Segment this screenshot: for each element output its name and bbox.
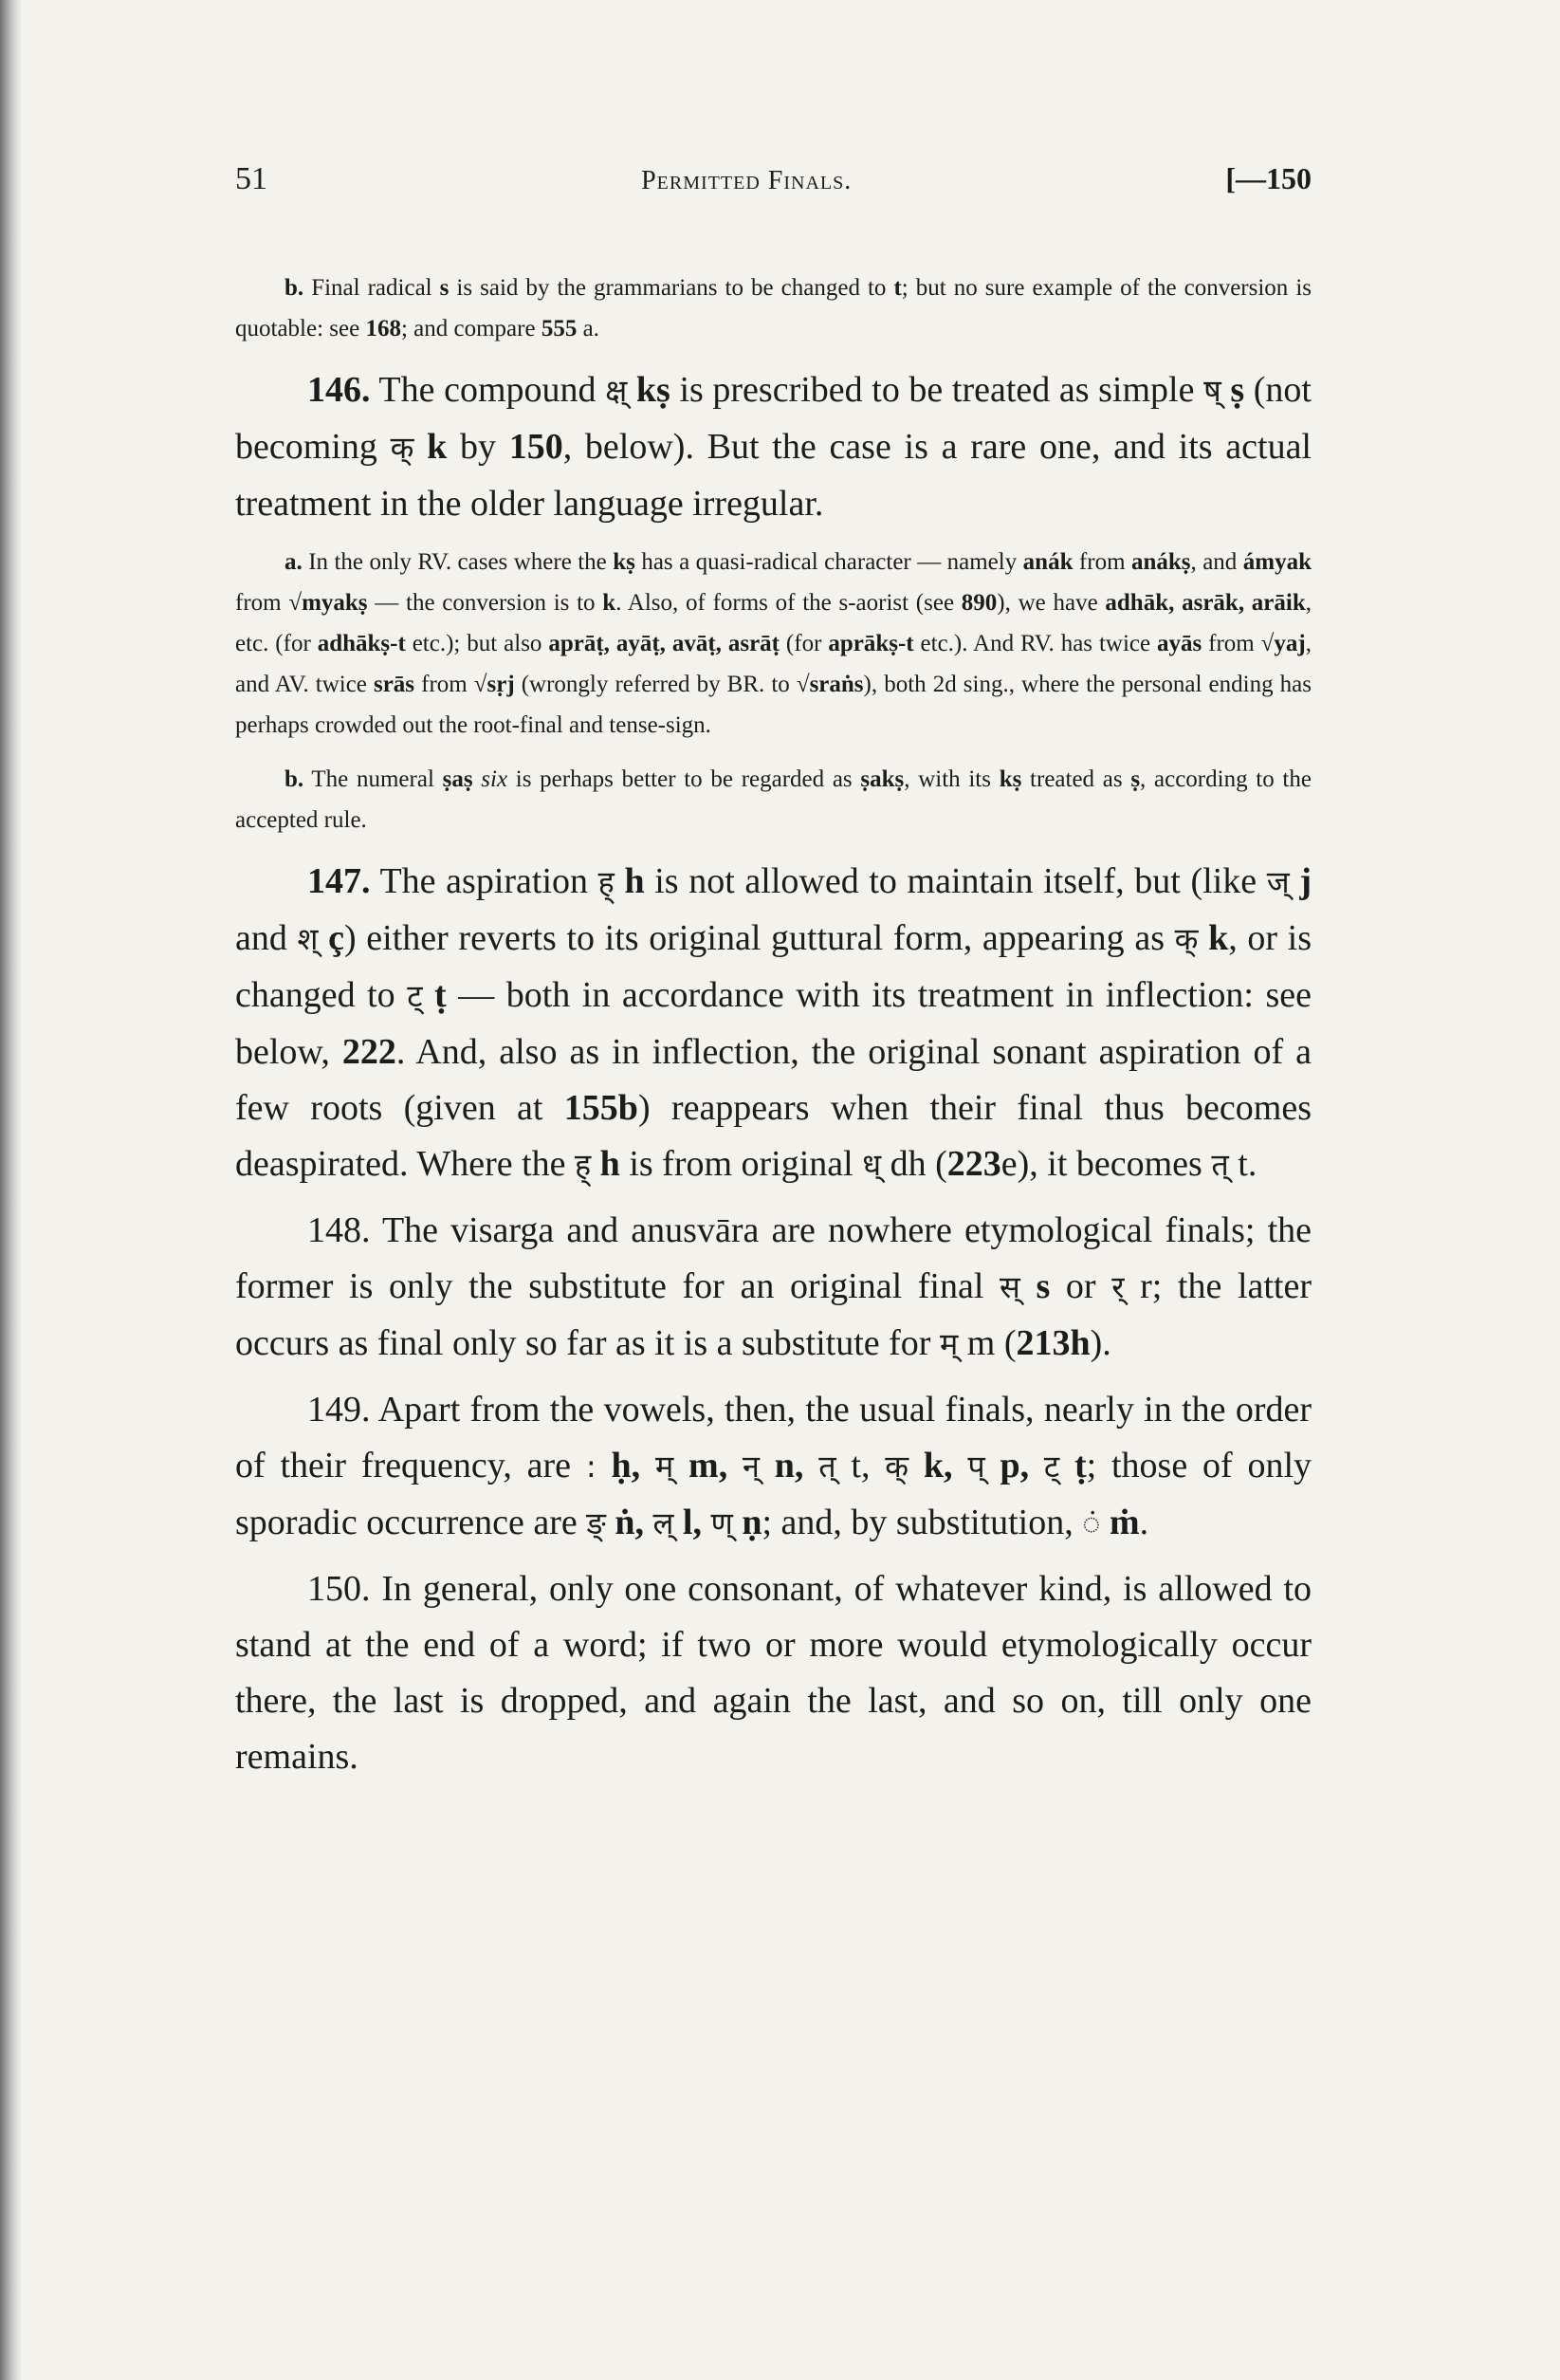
text-run: (not becoming (235, 370, 1312, 467)
translit-term: h (614, 861, 645, 901)
text-run: e), it becomes (1000, 1144, 1212, 1184)
text-run: — the conversion is to (367, 590, 603, 616)
translit-term: t (893, 275, 902, 301)
text-run: The numeral (303, 766, 443, 792)
devanagari-glyph: क् (885, 1448, 909, 1485)
text-run: ; but no sure example of the conversion is quotable: see (235, 275, 1312, 341)
text-run: treated as (1021, 766, 1131, 792)
translit-term: kṣ (627, 370, 670, 410)
text-run: ) either reverts to its original guttural form, appearing as (344, 918, 1175, 958)
translit-term: s (1019, 1266, 1051, 1306)
translit-term: ṭ (422, 975, 447, 1015)
translit-term: p, (984, 1446, 1044, 1485)
paragraph-146b (235, 759, 1312, 840)
translit-term: t (1228, 1144, 1248, 1184)
section-reference: [—150 (1225, 161, 1312, 195)
translit-term: ç (318, 918, 344, 958)
paragraph-148 (235, 1203, 1312, 1373)
translit-term: ayās (1157, 631, 1202, 656)
subsection-label: a. (284, 549, 303, 575)
devanagari-glyph: ह् (575, 1147, 592, 1183)
translit-term: l, (673, 1503, 711, 1542)
translit-term: j (1289, 861, 1312, 901)
translit-term: kṣ (613, 549, 635, 575)
translit-term: anák (1022, 549, 1074, 575)
translit-term: h (591, 1144, 620, 1184)
text-run: ), both 2d sing., where the personal ending has perhaps crowded out the root-final and tense-sign. (235, 672, 1312, 738)
cross-reference: 155b (563, 1088, 638, 1128)
cross-reference: 223 (946, 1144, 1001, 1184)
devanagari-glyph: श् (297, 921, 319, 957)
text-run: In general, only one consonant, of whatever kind, is allowed to stand at the end of a word; if two or more would etymologically occur there, the last is dropped, and again the last, and so on, till only one remains. (235, 1569, 1312, 1777)
devanagari-glyph: ट् (407, 978, 423, 1014)
text-run: has a quasi-radical character — namely (634, 549, 1023, 575)
text-run: The aspiration (370, 861, 598, 901)
translit-term: m, (673, 1446, 743, 1485)
text-run: Apart from the vowels, then, the usual finals, nearly in the order of their frequency, are (235, 1390, 1312, 1485)
translit-term: r (1124, 1266, 1152, 1306)
text-run: . And, also as in inflection, the original sonant aspiration of a few roots (given at (235, 1032, 1312, 1128)
cross-reference: 168 (365, 316, 401, 341)
text-run: ) reappears when their final thus becomes deaspirated. Where the (235, 1088, 1312, 1184)
text-run: , etc. (for (235, 590, 1312, 656)
devanagari-glyph: म् (939, 1326, 959, 1362)
devanagari-glyph: ध् (862, 1147, 882, 1183)
text-run: etc.). And RV. has twice (913, 631, 1157, 656)
cross-reference: 555 (541, 316, 578, 341)
text-run: is from original (619, 1144, 863, 1184)
translit-term: dh (881, 1144, 927, 1184)
translit-term: aprākṣ-t (828, 631, 914, 656)
devanagari-glyph: ह् (597, 864, 615, 900)
page-number: 51 (235, 161, 267, 196)
devanagari-glyph: म् (654, 1448, 674, 1485)
translit-term: √sraṅs (796, 672, 864, 697)
translit-term: ṅ, (605, 1503, 653, 1542)
devanagari-glyph: त् (1211, 1147, 1229, 1183)
devanagari-glyph: र् (1111, 1269, 1125, 1305)
cross-reference: 222 (341, 1032, 396, 1072)
text-run: ), we have (997, 590, 1106, 616)
running-title: Permitted Finals. (641, 166, 853, 195)
text-run: etc.); but also (405, 631, 549, 656)
gloss: six (472, 766, 508, 792)
cross-reference: 213h (1016, 1323, 1091, 1363)
translit-term: adhāk, asrāk, arāik (1105, 590, 1306, 616)
text-run: , according to the accepted rule. (235, 766, 1312, 833)
text-run: ; the latter occurs as final only so far as it is a substitute for (235, 1266, 1312, 1363)
devanagari-glyph: क् (1174, 921, 1199, 957)
devanagari-glyph: : (585, 1448, 596, 1485)
text-run: ; and compare (400, 316, 541, 341)
translit-term: √sṛj (473, 672, 515, 697)
text-run: from (414, 672, 474, 697)
text-run: ( (995, 1323, 1017, 1363)
text-run: a. (577, 316, 599, 341)
text-run: from (1202, 631, 1261, 656)
translit-term: n, (759, 1446, 819, 1485)
devanagari-glyph: न् (743, 1448, 760, 1485)
text-run: — both in accordance with its treatment in inflection: see below, (235, 975, 1312, 1072)
text-run: is prescribed to be treated as simple (670, 370, 1204, 410)
text-run: is said by the grammarians to be changed to (449, 275, 894, 301)
text-run: The visarga and anusvāra are nowhere etymological finals; the former is only the substitute for an original final (235, 1210, 1312, 1306)
text-run: by (447, 427, 509, 467)
translit-term: ṣ (1130, 766, 1141, 792)
translit-term: ámyak (1242, 549, 1312, 575)
text-run: . (1247, 1144, 1257, 1184)
translit-term: k, (908, 1446, 968, 1485)
translit-term: ṁ (1100, 1503, 1140, 1542)
translit-term: ṭ (1059, 1446, 1087, 1485)
translit-term: m (958, 1323, 996, 1363)
devanagari-glyph: ण् (710, 1505, 733, 1541)
paragraph-149 (235, 1382, 1312, 1552)
section-number: 149. (307, 1390, 371, 1430)
translit-term: ḥ, (596, 1446, 655, 1485)
translit-term: √yaj (1260, 631, 1306, 656)
translit-term: k (602, 590, 616, 616)
devanagari-glyph: क्ष् (605, 373, 628, 409)
paragraph-145b (235, 268, 1312, 349)
text-run: , or is changed to (235, 918, 1312, 1015)
translit-term: t, (835, 1446, 886, 1485)
devanagari-glyph: स् (1000, 1269, 1020, 1305)
cross-reference: 890 (961, 590, 998, 616)
text-run: The compound (370, 370, 606, 410)
page-binding-shadow (0, 0, 21, 2380)
translit-term: ṣaṣ (442, 766, 473, 792)
section-number: 146. (307, 370, 371, 410)
text-run: , and AV. twice (235, 631, 1312, 697)
devanagari-glyph: ं (1082, 1505, 1101, 1541)
paragraph-146 (235, 362, 1312, 532)
translit-term: anákṣ (1130, 549, 1191, 575)
text-run: ). (1090, 1323, 1111, 1363)
section-number: 148. (307, 1210, 371, 1250)
text-run: , below). But the case is a rare one, and its actual treatment in the older language irregular. (235, 427, 1312, 524)
text-run: , with its (904, 766, 1000, 792)
text-run: and (235, 918, 298, 958)
translit-term: k (413, 427, 448, 467)
devanagari-glyph: ज् (1266, 864, 1290, 900)
translit-term: adhākṣ-t (317, 631, 406, 656)
book-page (235, 161, 1312, 1795)
translit-term: ṇ (732, 1503, 762, 1542)
translit-term: s (439, 275, 450, 301)
paragraph-147 (235, 854, 1312, 1193)
text-run: is not allowed to maintain itself, but (like (644, 861, 1267, 901)
subsection-label: b. (284, 275, 304, 301)
text-run: In the only RV. cases where the (302, 549, 614, 575)
text-run: is perhaps better to be regarded as (507, 766, 861, 792)
text-run: . (1139, 1503, 1149, 1542)
page-header (235, 161, 1312, 228)
cross-reference: 150 (508, 427, 563, 467)
translit-term: ṣ (1220, 370, 1245, 410)
text-run: (for (780, 631, 829, 656)
paragraph-150 (235, 1561, 1312, 1785)
devanagari-glyph: ट् (1043, 1448, 1060, 1485)
devanagari-glyph: क् (390, 430, 414, 466)
translit-term: kṣ (999, 766, 1022, 792)
text-run: ( (926, 1144, 947, 1184)
section-number: 150. (307, 1569, 371, 1609)
devanagari-glyph: ल् (652, 1505, 674, 1541)
devanagari-glyph: ङ् (586, 1505, 606, 1541)
devanagari-glyph: त् (818, 1448, 836, 1485)
text-run: from (235, 590, 289, 616)
text-run: or (1050, 1266, 1112, 1306)
devanagari-glyph: प् (967, 1448, 985, 1485)
text-run: ; those of only sporadic occurrence are (235, 1446, 1312, 1542)
text-run: from (1073, 549, 1131, 575)
translit-term: srās (373, 672, 415, 697)
translit-term: ṣakṣ (860, 766, 905, 792)
text-run: , and (1190, 549, 1243, 575)
text-run: Final radical (311, 275, 440, 301)
translit-term: aprāṭ, ayāṭ, avāṭ, asrāṭ (548, 631, 780, 656)
translit-term: k (1198, 918, 1229, 958)
subsection-label: b. (284, 766, 304, 792)
text-run: (wrongly referred by BR. to (514, 672, 797, 697)
text-run: ; and, by substitution, (762, 1503, 1083, 1542)
text-run: . Also, of forms of the s-aorist (see (615, 590, 962, 616)
devanagari-glyph: ष् (1203, 373, 1221, 409)
translit-term: √myakṣ (288, 590, 368, 616)
section-number: 147. (307, 861, 371, 901)
paragraph-146a (235, 542, 1312, 746)
